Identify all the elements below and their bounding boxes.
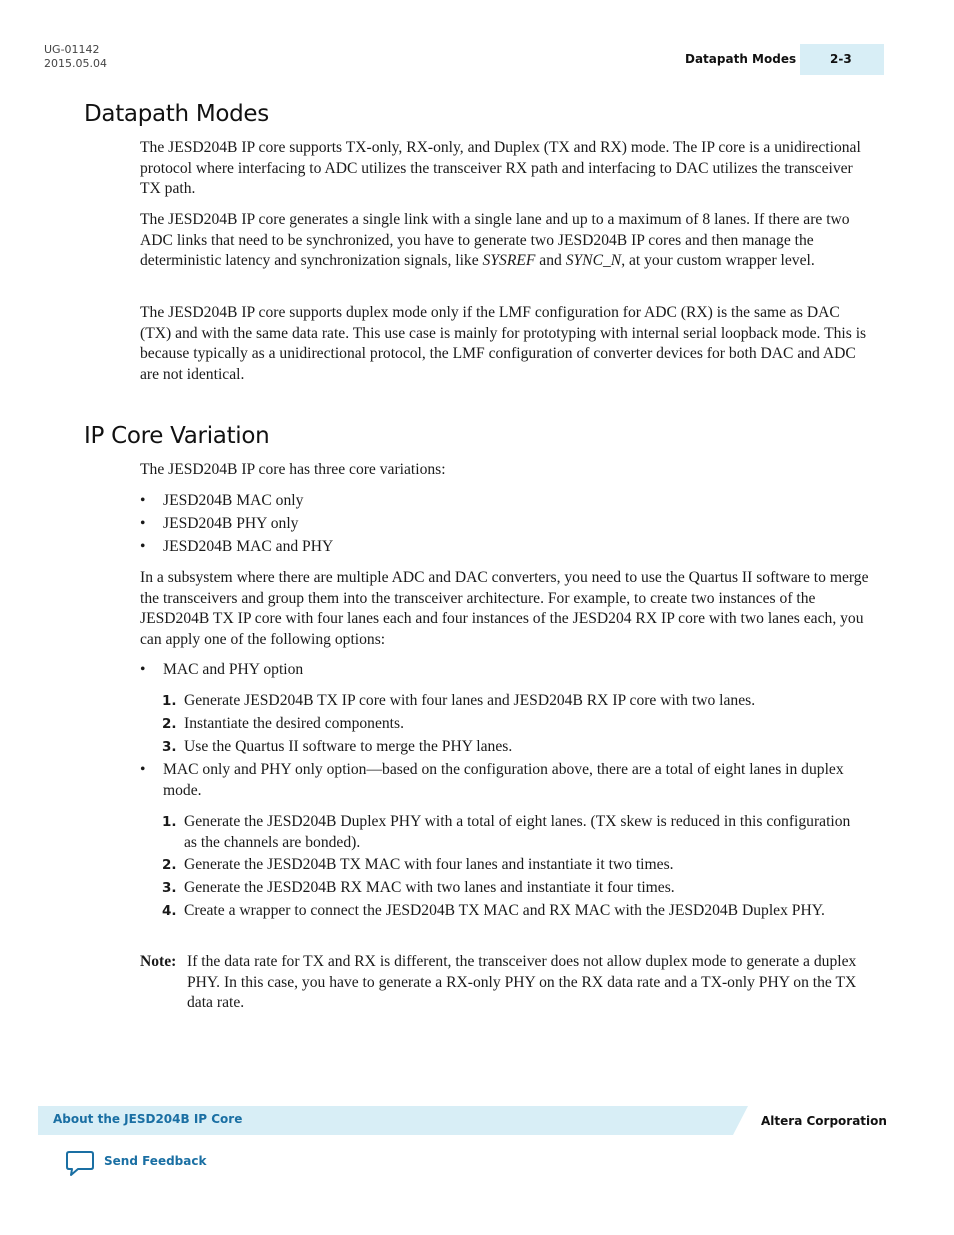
document-date: 2015.05.04	[44, 57, 107, 70]
datapath-paragraph-3: The JESD204B IP core supports duplex mode only if the LMF configuration for ADC (RX) is the same as DAC (TX) and with the same data rate. This use case is mainly for prototyping with internal serial loopback mode. This is because typically as a unidirectional protocol, the LMF configuration of converter devices for both DAC and ADC are not identical.	[140, 304, 867, 383]
heading-ip-core-variation: IP Core Variation	[84, 423, 270, 449]
running-header-section: Datapath Modes	[685, 52, 797, 66]
variation-intro: The JESD204B IP core has three core variations:	[140, 461, 446, 478]
company-name: Altera Corporation	[761, 1114, 887, 1128]
sysref-signal: SYSREF	[482, 252, 536, 270]
heading-datapath-modes: Datapath Modes	[84, 101, 269, 127]
note-text: If the data rate for TX and RX is different, the transceiver does not allow duplex mode to generate a duplex PHY. In this case, you have to generate a RX-only PHY on the RX data rate and a TX-only PHY on the TX data rate.	[187, 953, 857, 1012]
bullet-icon: •	[140, 515, 146, 532]
sync-n-signal: SYNC_N	[565, 252, 622, 270]
datapath-paragraph-2: The JESD204B IP core generates a single link with a single lane and up to a maximum of 8 lanes. If there are two ADC links that need to be synchronized, you have to generate two JESD204B IP cores and then manage the deterministic latency and synchronization signals, like SYSREF and SYNC_N, at your custom wrapper level.	[140, 211, 850, 270]
bullet-icon: •	[140, 538, 146, 555]
chapter-link[interactable]: About the JESD204B IP Core	[53, 1112, 243, 1126]
datapath-paragraph-1: The JESD204B IP core supports TX-only, RX-only, and Duplex (TX and RX) mode. The IP core is a unidirectional protocol where interfacing to ADC utilizes the transceiver RX path and interfacing to DAC utilizes the transceiver TX path.	[140, 139, 861, 198]
document-id: UG-01142	[44, 43, 100, 56]
note-label: Note:	[140, 953, 177, 970]
document-id-block	[44, 43, 107, 71]
speech-bubble-icon[interactable]	[65, 1150, 95, 1178]
variation-paragraph-2: In a subsystem where there are multiple ADC and DAC converters, you need to use the Quartus II software to merge the transceivers and group them into the transceiver architecture. For example, to create two instances of the JESD204B TX IP core with four lanes each and four instances of the JESD204 RX IP core with two lanes each, you can apply one of the following options:	[140, 569, 869, 648]
bullet-icon: •	[140, 761, 146, 778]
bullet-icon: •	[140, 492, 146, 509]
page-number-tab: 2-3	[800, 44, 884, 75]
bullet-icon: •	[140, 661, 146, 678]
send-feedback-link[interactable]: Send Feedback	[104, 1154, 207, 1168]
